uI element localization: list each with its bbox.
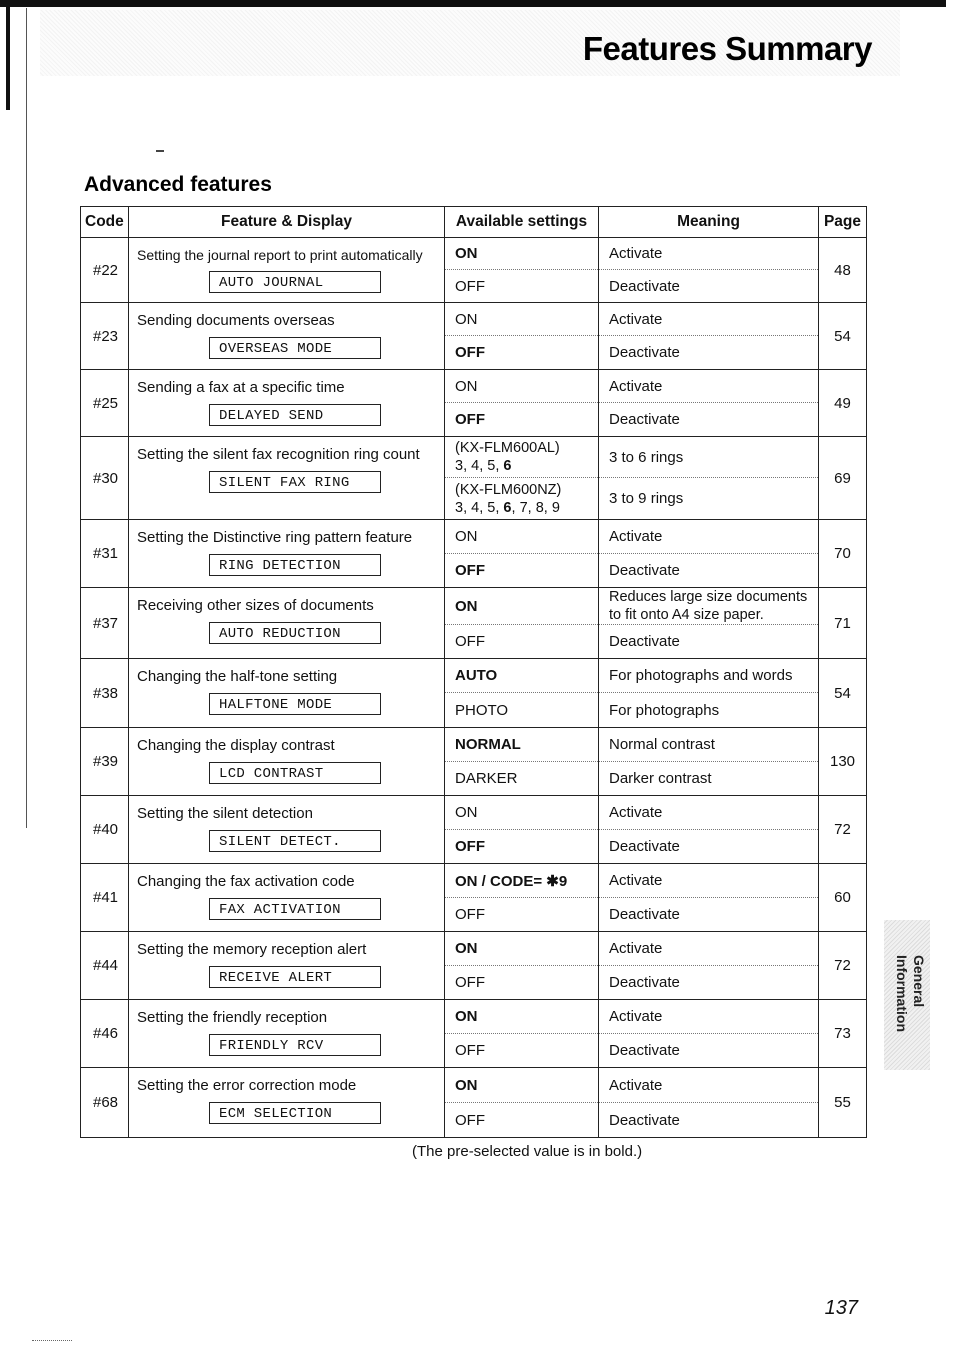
meaning-cell: 3 to 6 rings [599, 437, 819, 478]
setting-cell [445, 898, 599, 932]
table-row [81, 1068, 867, 1103]
page-cell: 55 [819, 1068, 867, 1138]
page-cell: 49 [819, 370, 867, 437]
model-label: (KX-FLM600AL) [455, 440, 560, 456]
meaning-cell: Deactivate [599, 554, 819, 588]
meaning-cell: Activate [599, 864, 819, 898]
feature-description: Setting the silent fax recognition ring count [137, 446, 420, 463]
meaning-cell: Activate [599, 238, 819, 270]
side-tab-label [893, 955, 927, 1032]
setting-value: 3 [455, 458, 464, 474]
feature-cell [129, 932, 445, 1000]
table-row [81, 1000, 867, 1034]
setting-value: ON [455, 1008, 478, 1025]
side-tab-line2: Information [894, 955, 910, 1032]
setting-cell [445, 520, 599, 554]
setting-value: OFF [455, 633, 485, 650]
table-row [81, 796, 867, 830]
feature-cell [129, 659, 445, 728]
setting-value: ON [455, 377, 478, 395]
table-row [81, 932, 867, 966]
feature-description: Setting the friendly reception [137, 1009, 328, 1026]
setting-value: PHOTO [455, 701, 509, 719]
feature-description: Changing the half-tone setting [137, 668, 338, 685]
table-row [81, 303, 867, 336]
feature-cell [129, 1068, 445, 1138]
binding-edge-mark [6, 0, 10, 110]
feature-cell [129, 437, 445, 520]
feature-cell [129, 796, 445, 864]
meaning-cell: For photographs and words [599, 659, 819, 693]
meaning-cell: Activate [599, 1068, 819, 1103]
setting-cell [445, 1068, 599, 1103]
setting-value: AUTO [455, 667, 498, 684]
code-cell: #22 [81, 238, 129, 303]
setting-value: OFF [455, 1042, 485, 1059]
lcd-display-box: SILENT FAX RING [209, 471, 381, 493]
code-cell: #38 [81, 659, 129, 728]
setting-cell [445, 932, 599, 966]
setting-value: 3 [455, 499, 464, 516]
table-row [81, 864, 867, 898]
lcd-display-box: LCD CONTRAST [209, 762, 381, 784]
setting-value: 7 [519, 499, 528, 516]
setting-value: OFF [455, 411, 485, 428]
table-row [81, 238, 867, 270]
setting-cell [445, 403, 599, 437]
meaning-cell: Normal contrast [599, 728, 819, 762]
setting-value: OFF [455, 344, 485, 361]
feature-description: Setting the journal report to print automatically [137, 247, 423, 263]
setting-cell [445, 478, 599, 520]
meaning-cell: For photographs [599, 693, 819, 728]
scan-artifact [32, 1340, 72, 1342]
setting-value: 6 [503, 499, 512, 516]
code-cell: #30 [81, 437, 129, 520]
table-body [81, 238, 867, 1138]
feature-cell [129, 238, 445, 303]
setting-cell [445, 554, 599, 588]
page-cell: 130 [819, 728, 867, 796]
code-cell: #23 [81, 303, 129, 370]
meaning-cell: Deactivate [599, 898, 819, 932]
meaning-cell: Activate [599, 1000, 819, 1034]
lcd-display-box: RING DETECTION [209, 554, 381, 576]
setting-cell [445, 693, 599, 728]
setting-value: ON [455, 310, 478, 328]
setting-value: 4 [471, 458, 480, 474]
meaning-cell: Activate [599, 303, 819, 336]
setting-cell [445, 830, 599, 864]
code-cell: #44 [81, 932, 129, 1000]
table-row [81, 728, 867, 762]
code-cell: #41 [81, 864, 129, 932]
setting-cell [445, 270, 599, 303]
margin-line [26, 8, 27, 828]
page-cell: 71 [819, 588, 867, 659]
page-cell: 70 [819, 520, 867, 588]
feature-description: Setting the silent detection [137, 805, 313, 822]
code-cell: #40 [81, 796, 129, 864]
meaning-cell: 3 to 9 rings [599, 478, 819, 520]
meaning-cell: Darker contrast [599, 762, 819, 796]
setting-value: DARKER [455, 770, 518, 787]
setting-value: OFF [455, 562, 485, 579]
setting-value: OFF [455, 906, 485, 923]
feature-description: Changing the fax activation code [137, 873, 355, 890]
page-cell: 72 [819, 796, 867, 864]
lcd-display-box: OVERSEAS MODE [209, 337, 381, 359]
feature-description: Sending a fax at a specific time [137, 379, 345, 396]
table-row [81, 659, 867, 693]
code-cell: #46 [81, 1000, 129, 1068]
lcd-display-box: SILENT DETECT. [209, 830, 381, 852]
feature-cell [129, 520, 445, 588]
setting-value: OFF [455, 974, 485, 991]
footnote: (The pre-selected value is in bold.) [412, 1143, 643, 1160]
page-cell: 54 [819, 659, 867, 728]
code-cell: #39 [81, 728, 129, 796]
setting-cell [445, 796, 599, 830]
meaning-cell: Deactivate [599, 830, 819, 864]
setting-cell [445, 625, 599, 659]
page-cell: 60 [819, 864, 867, 932]
page-cell: 48 [819, 238, 867, 303]
setting-value: OFF [455, 838, 485, 855]
setting-cell [445, 1000, 599, 1034]
feature-description: Setting the memory reception alert [137, 941, 367, 958]
code-cell: #68 [81, 1068, 129, 1138]
setting-cell [445, 966, 599, 1000]
page-cell: 73 [819, 1000, 867, 1068]
setting-value: NORMAL [455, 736, 521, 753]
setting-values: 3, 4, 5, 6 [455, 458, 512, 474]
header-meaning: Meaning [599, 207, 819, 238]
meaning-cell: Deactivate [599, 966, 819, 1000]
meaning-cell: Activate [599, 520, 819, 554]
header-code: Code [81, 207, 129, 238]
features-table [80, 206, 867, 1138]
setting-cell [445, 1034, 599, 1068]
setting-value: 9 [551, 499, 560, 516]
setting-value: ON [455, 940, 478, 957]
code-cell: #25 [81, 370, 129, 437]
setting-cell [445, 336, 599, 370]
feature-description: Receiving other sizes of documents [137, 597, 374, 614]
setting-value: ON [455, 528, 478, 545]
setting-value: 8 [535, 499, 544, 516]
feature-description: Changing the display contrast [137, 737, 335, 754]
table-header-row [81, 207, 867, 238]
lcd-display-box: HALFTONE MODE [209, 693, 381, 715]
page-number: 137 [824, 1297, 858, 1319]
meaning-cell: Activate [599, 932, 819, 966]
setting-cell [445, 370, 599, 403]
meaning-cell: Deactivate [599, 1034, 819, 1068]
header-page: Page [819, 207, 867, 238]
meaning-cell: Activate [599, 796, 819, 830]
setting-cell [445, 864, 599, 898]
lcd-display-box: FRIENDLY RCV [209, 1034, 381, 1056]
lcd-display-box: RECEIVE ALERT [209, 966, 381, 988]
page-cell: 54 [819, 303, 867, 370]
meaning-cell: Activate [599, 370, 819, 403]
table-row [81, 520, 867, 554]
setting-value: 4 [471, 499, 480, 516]
setting-cell [445, 728, 599, 762]
dash-mark [156, 150, 164, 152]
table-row [81, 437, 867, 478]
side-tab-line1: General [911, 955, 927, 1008]
setting-cell [445, 762, 599, 796]
meaning-cell: Reduces large size documents to fit onto A4 size paper. [599, 588, 819, 625]
feature-cell [129, 728, 445, 796]
top-rule [0, 0, 946, 7]
setting-value: 6 [503, 458, 512, 474]
meaning-cell: Deactivate [599, 270, 819, 303]
setting-value: OFF [455, 1111, 485, 1129]
setting-cell [445, 437, 599, 478]
lcd-display-box: AUTO JOURNAL [209, 271, 381, 293]
setting-cell [445, 238, 599, 270]
setting-cell [445, 588, 599, 625]
model-label: (KX-FLM600NZ) [455, 481, 562, 498]
feature-description: Setting the Distinctive ring pattern feature [137, 529, 413, 546]
meaning-cell: Deactivate [599, 336, 819, 370]
setting-value: ON [455, 597, 478, 615]
setting-value: ON / CODE= ✱9 [455, 872, 568, 890]
setting-value: ON [455, 245, 478, 262]
lcd-display-box: DELAYED SEND [209, 404, 381, 426]
page-title: Features Summary [582, 30, 872, 67]
section-title: Advanced features [84, 173, 272, 196]
page-cell: 69 [819, 437, 867, 520]
meaning-cell: Deactivate [599, 1103, 819, 1138]
code-cell: #37 [81, 588, 129, 659]
setting-value: ON [455, 804, 478, 821]
feature-cell [129, 370, 445, 437]
lcd-display-box: AUTO REDUCTION [209, 622, 381, 644]
table-row [81, 588, 867, 625]
feature-description: Setting the error correction mode [137, 1077, 357, 1094]
header-feature: Feature & Display [129, 207, 445, 238]
feature-cell [129, 588, 445, 659]
setting-cell [445, 1103, 599, 1138]
feature-cell [129, 303, 445, 370]
meaning-cell: Deactivate [599, 625, 819, 659]
setting-value: OFF [455, 277, 485, 295]
header-settings: Available settings [445, 207, 599, 238]
table-row [81, 370, 867, 403]
page-cell: 72 [819, 932, 867, 1000]
meaning-cell: Deactivate [599, 403, 819, 437]
setting-values: 3, 4, 5, 6, 7, 8, 9 [455, 499, 560, 516]
code-cell: #31 [81, 520, 129, 588]
lcd-display-box: FAX ACTIVATION [209, 898, 381, 920]
setting-value: ON [455, 1076, 478, 1094]
setting-cell [445, 303, 599, 336]
lcd-display-box: ECM SELECTION [209, 1102, 381, 1124]
feature-cell [129, 1000, 445, 1068]
feature-description: Sending documents overseas [137, 312, 335, 329]
setting-cell [445, 659, 599, 693]
feature-cell [129, 864, 445, 932]
setting-value: 5 [487, 458, 496, 474]
setting-value: 5 [487, 499, 496, 516]
